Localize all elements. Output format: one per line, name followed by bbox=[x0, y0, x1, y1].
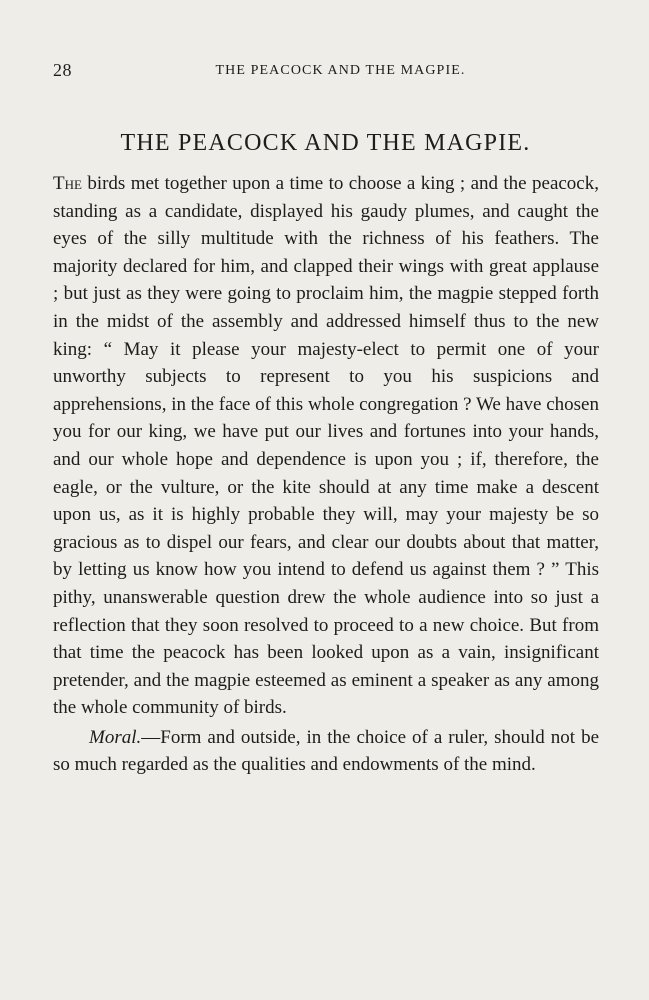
moral-text: —Form and outside, in the choice of a ruler, should not be so much regarded as the qualities and endowments of the mind. bbox=[53, 726, 599, 776]
fable-paragraph bbox=[53, 170, 599, 722]
first-word: The bbox=[53, 173, 82, 194]
fable-text: birds met together upon a time to choose a king ; and the peacock, standing as a candidate, displayed his gaudy plumes, and caught the eyes of the silly multitude with the richness of his feathers. The majority declared for him, and clapped their wings with great applause ; but just as they were going to proclaim him, the magpie stepped forth in the midst of the assembly and addressed himself thus to the new king: “ May it please your majesty-elect to permit one of your unworthy subjects to represent to you his suspicions and apprehensions, in the face of this whole congregation ? We have chosen you for our king, we have put our lives and fortunes into your hands, and our whole hope and dependence is upon you ; if, therefore, the eagle, or the vulture, or the kite should at any time make a descent upon us, as it is highly probable they will, may your majesty be so gracious as to dispel our fears, and clear our doubts about that matter, by letting us know how you intend to defend us against them ? ” This pithy, unanswerable question drew the whole audience into so just a reflection that they soon resolved to proceed to a new choice. But from that time the peacock has been looked upon as a vain, insignificant pretender, and the magpie esteemed as eminent a speaker as any among the whole community of birds. bbox=[53, 173, 599, 719]
moral-paragraph bbox=[53, 724, 599, 779]
fable-title: THE PEACOCK AND THE MAGPIE. bbox=[120, 130, 531, 156]
running-title: THE PEACOCK AND THE MAGPIE. bbox=[215, 63, 466, 78]
running-head bbox=[53, 60, 598, 86]
fable-body bbox=[53, 170, 599, 779]
moral-label: Moral. bbox=[89, 726, 142, 748]
page-number: 28 bbox=[53, 60, 72, 80]
